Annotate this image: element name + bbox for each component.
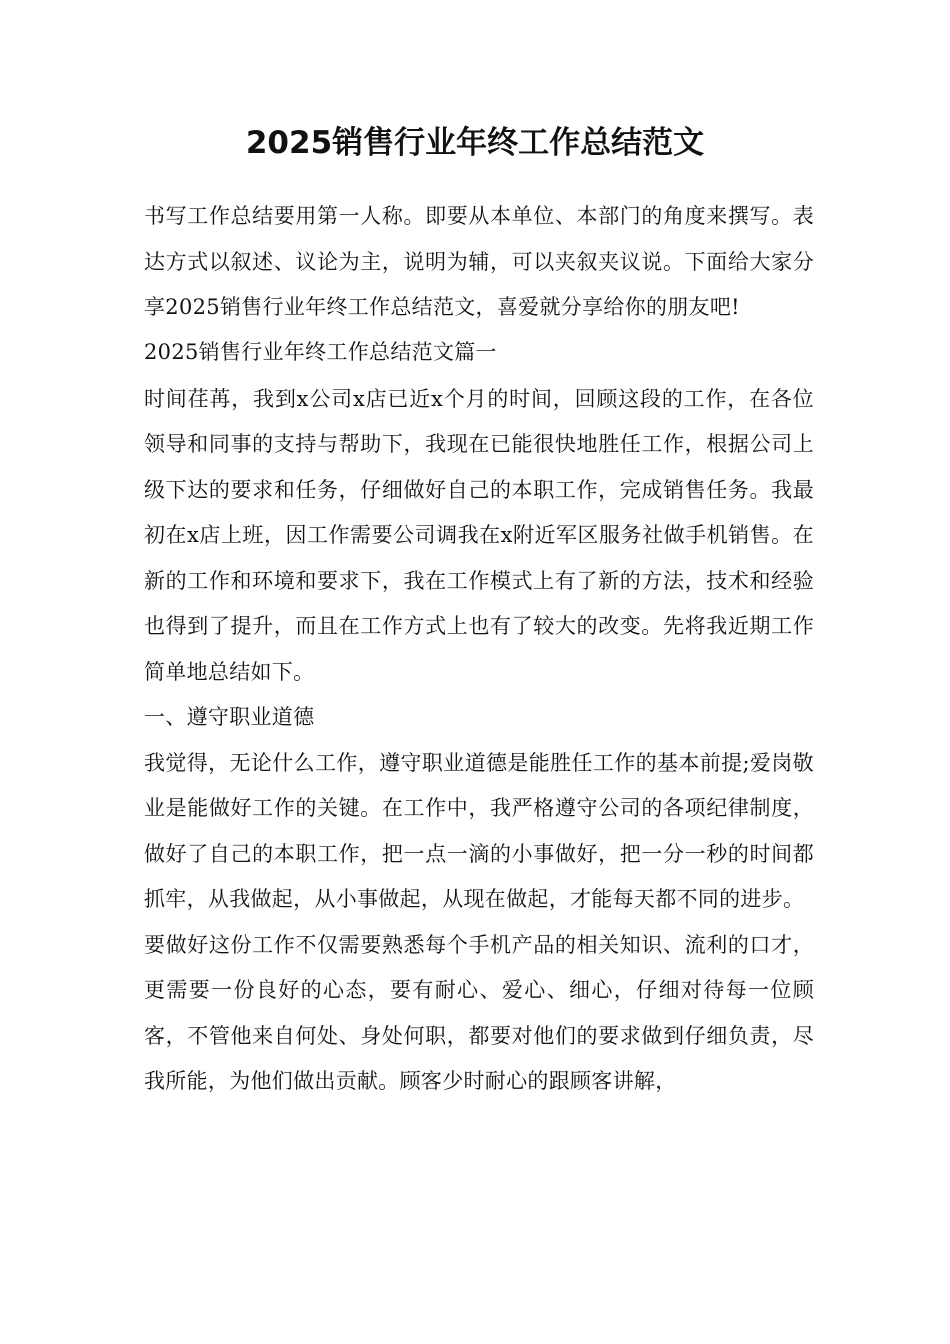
document-title: 2025销售行业年终工作总结范文 (245, 125, 705, 161)
subsection-heading: 一、遵守职业道德 (144, 705, 315, 729)
section-heading: 2025销售行业年终工作总结范文篇一 (144, 339, 497, 364)
document-body (144, 194, 814, 1105)
body-paragraph: 时间荏苒，我到x公司x店已近x个月的时间，回顾这段的工作，在各位领导和同事的支持与帮助下，我现在已能很快地胜任工作，根据公司上级下达的要求和任务，仔细做好自己的本职工作，完成销售任务。我最初在x店上班，因工作需要公司调我在x附近军区服务社做手机销售。在新的工作和环境和要求下，我在工作模式上有了新的方法，技术和经验也得到了提升，而且在工作方式上也有了较大的改变。先将我近期工作简单地总结如下。 (144, 386, 814, 684)
body-paragraph: 要做好这份工作不仅需要熟悉每个手机产品的相关知识、流利的口才，更需要一份良好的心态，要有耐心、爱心、细心，仔细对待每一位顾客，不管他来自何处、身处何职，都要对他们的要求做到仔细负责，尽我所能，为他们做出贡献。顾客少时耐心的跟顾客讲解， (144, 932, 814, 1093)
body-paragraph: 我觉得，无论什么工作，遵守职业道德是能胜任工作的基本前提;爱岗敬业是能做好工作的关键。在工作中，我严格遵守公司的各项纪律制度，做好了自己的本职工作，把一点一滴的小事做好，把一分一秒的时间都抓牢，从我做起，从小事做起，从现在做起，才能每天都不同的进步。 (144, 750, 814, 911)
intro-paragraph: 书写工作总结要用第一人称。即要从本单位、本部门的角度来撰写。表达方式以叙述、议论为主，说明为辅，可以夹叙夹议说。下面给大家分享2025销售行业年终工作总结范文，喜爱就分享给你的朋友吧! (144, 204, 814, 319)
